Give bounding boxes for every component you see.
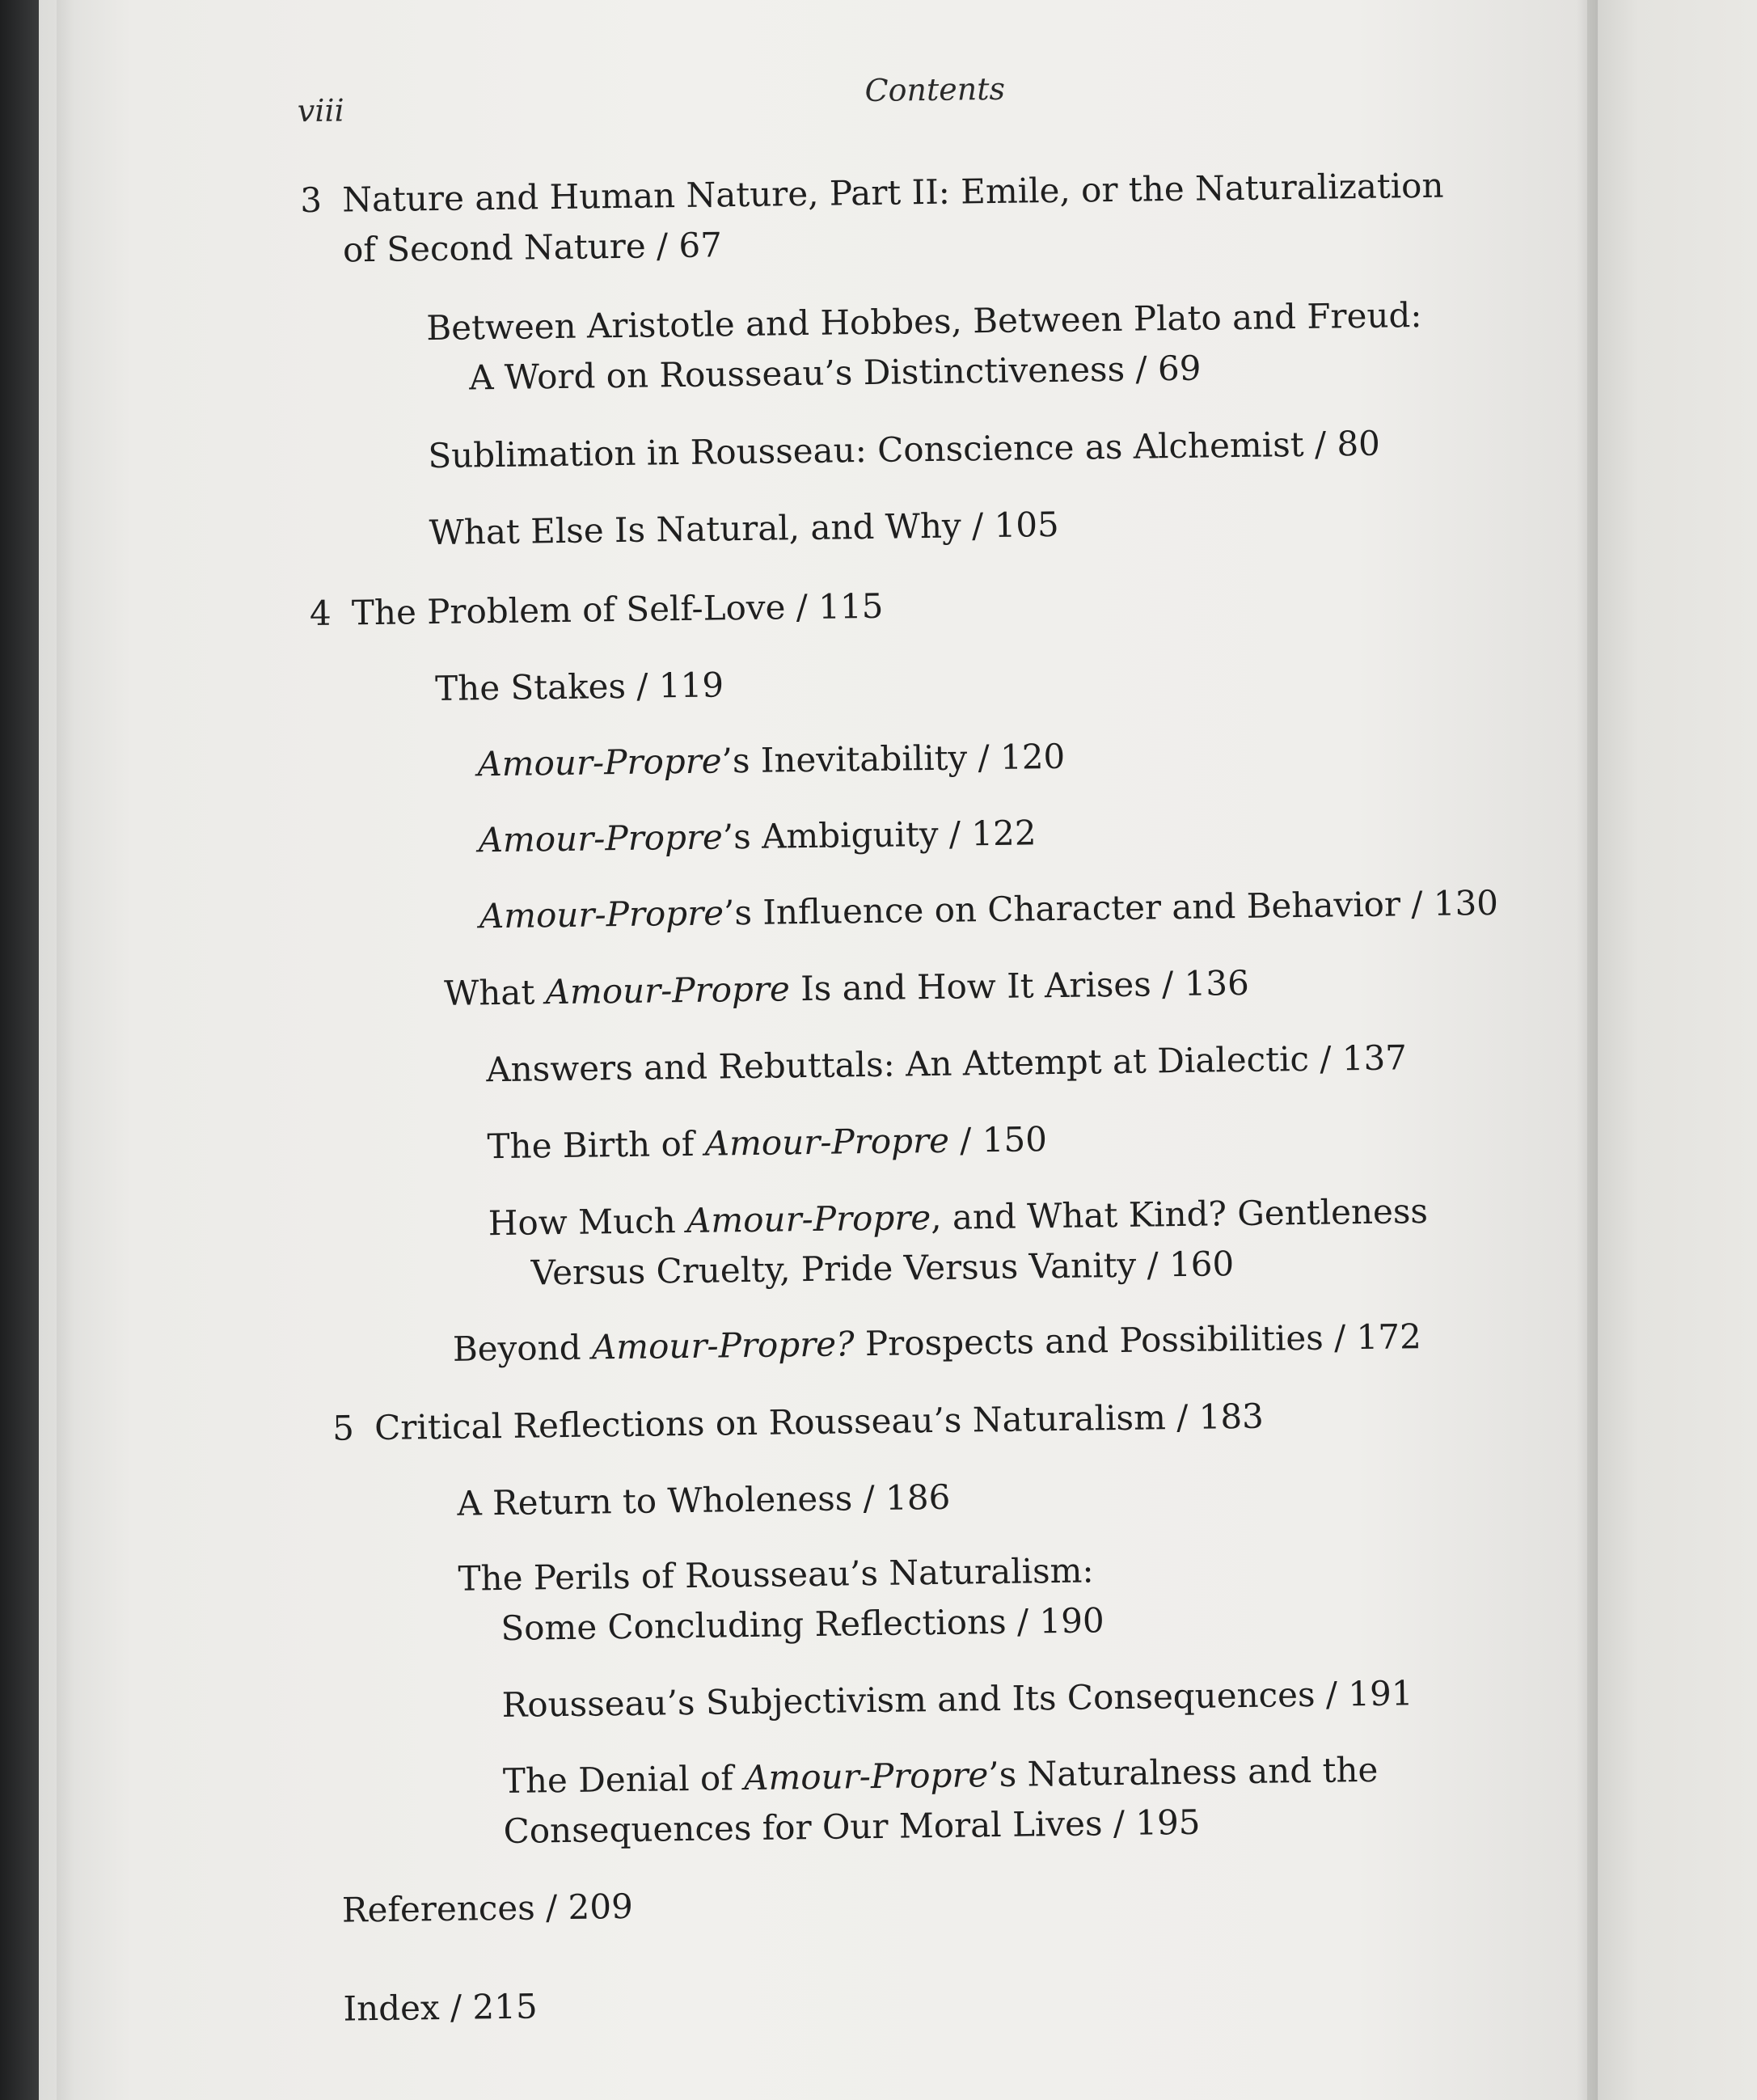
section-title: What xyxy=(443,972,546,1013)
section-title: Beyond xyxy=(452,1327,593,1369)
section-title-line: The Perils of Rousseau’s Naturalism: xyxy=(458,1550,1094,1599)
toc-section[interactable] xyxy=(458,1545,1104,1654)
toc-subsection[interactable] xyxy=(478,808,1037,865)
section-title-line: Some Concluding Reflections / 190 xyxy=(500,1600,1104,1649)
toc-subsection[interactable] xyxy=(477,732,1066,790)
toc-section[interactable] xyxy=(428,419,1380,481)
italic-term: Amour-Propre xyxy=(704,1120,950,1164)
section-title: Is and How It Arises / 136 xyxy=(789,962,1250,1009)
toc-section[interactable] xyxy=(435,660,724,714)
toc-section[interactable] xyxy=(444,958,1249,1019)
subsection-title-line: Consequences for Our Moral Lives / 195 xyxy=(503,1802,1201,1852)
italic-term: Amour-Propre xyxy=(545,969,791,1012)
subsection-title: / 150 xyxy=(948,1119,1048,1160)
toc-references[interactable] xyxy=(342,1882,634,1936)
italic-term: Amour-Propre xyxy=(477,741,722,784)
italic-term: Amour-Propre xyxy=(478,817,724,860)
toc-section[interactable] xyxy=(426,290,1423,404)
subsection-title-line: Versus Cruelty, Pride Versus Vanity / 160 xyxy=(530,1244,1235,1293)
subsection-title: ’s Influence on Character and Behavior / 130 xyxy=(723,882,1499,933)
chapter-title: The Problem of Self-Love / 115 xyxy=(351,585,884,633)
subsection-title-line: ’s Naturalness and the xyxy=(988,1749,1379,1795)
subsection-title: ’s Inevitability / 120 xyxy=(721,736,1066,781)
subsection-title-line: The Denial of xyxy=(502,1758,745,1802)
section-title: Sublimation in Rousseau: Conscience as Alchemist / 80 xyxy=(428,423,1381,476)
section-title: What Else Is Natural, and Why / 105 xyxy=(429,504,1060,553)
subsection-title: Rousseau’s Subjectivism and Its Consequences / 191 xyxy=(501,1673,1413,1726)
index-title: Index / 215 xyxy=(343,1986,538,2029)
facing-page-edge xyxy=(1587,0,1757,2100)
subsection-title: The Birth of xyxy=(487,1123,706,1167)
toc-section[interactable] xyxy=(429,500,1059,558)
toc-subsection[interactable] xyxy=(487,1114,1047,1172)
toc-subsection[interactable] xyxy=(501,1668,1413,1730)
toc-subsection[interactable] xyxy=(502,1745,1379,1857)
toc-chapter-5[interactable] xyxy=(332,1392,1264,1454)
chapter-number: 5 xyxy=(332,1408,355,1448)
subsection-title-line: , and What Kind? Gentleness xyxy=(930,1191,1429,1238)
section-title: Prospects and Possibilities / 172 xyxy=(854,1316,1422,1364)
section-title: The Stakes / 119 xyxy=(434,665,724,709)
toc-section[interactable] xyxy=(452,1312,1421,1375)
toc-subsection[interactable] xyxy=(486,1033,1407,1095)
toc-chapter-3[interactable] xyxy=(300,161,1445,277)
section-title-line: Between Aristotle and Hobbes, Between Plato and Freud: xyxy=(426,295,1422,349)
subsection-title: Answers and Rebuttals: An Attempt at Dialectic / 137 xyxy=(486,1037,1408,1090)
section-title: A Return to Wholeness / 186 xyxy=(457,1477,951,1523)
toc-index[interactable] xyxy=(343,1982,538,2035)
chapter-number: 3 xyxy=(299,180,323,221)
toc-subsection[interactable] xyxy=(488,1186,1429,1299)
toc-chapter-4[interactable] xyxy=(310,581,884,639)
page-folio: viii xyxy=(297,92,345,129)
toc-section[interactable] xyxy=(457,1473,951,1529)
chapter-title: Critical Reflections on Rousseau’s Naturalism / 183 xyxy=(374,1396,1265,1448)
subsection-title-line: How Much xyxy=(488,1201,687,1244)
italic-term: Amour-Propre xyxy=(686,1198,931,1241)
italic-term: Amour-Propre xyxy=(479,893,724,936)
section-title-line: A Word on Rousseau’s Distinctiveness / 69 xyxy=(468,348,1202,398)
toc-subsection[interactable] xyxy=(479,878,1498,941)
italic-term: Amour-Propre? xyxy=(591,1324,855,1367)
subsection-title: ’s Ambiguity / 122 xyxy=(722,813,1037,857)
running-head-title: Contents xyxy=(864,70,1006,109)
references-title: References / 209 xyxy=(341,1886,634,1930)
chapter-number: 4 xyxy=(309,593,332,634)
italic-term: Amour-Propre xyxy=(743,1755,989,1798)
chapter-title-line: Nature and Human Nature, Part II: Emile, or the Naturalization xyxy=(341,165,1444,220)
chapter-title-line: of Second Nature / 67 xyxy=(342,225,723,270)
